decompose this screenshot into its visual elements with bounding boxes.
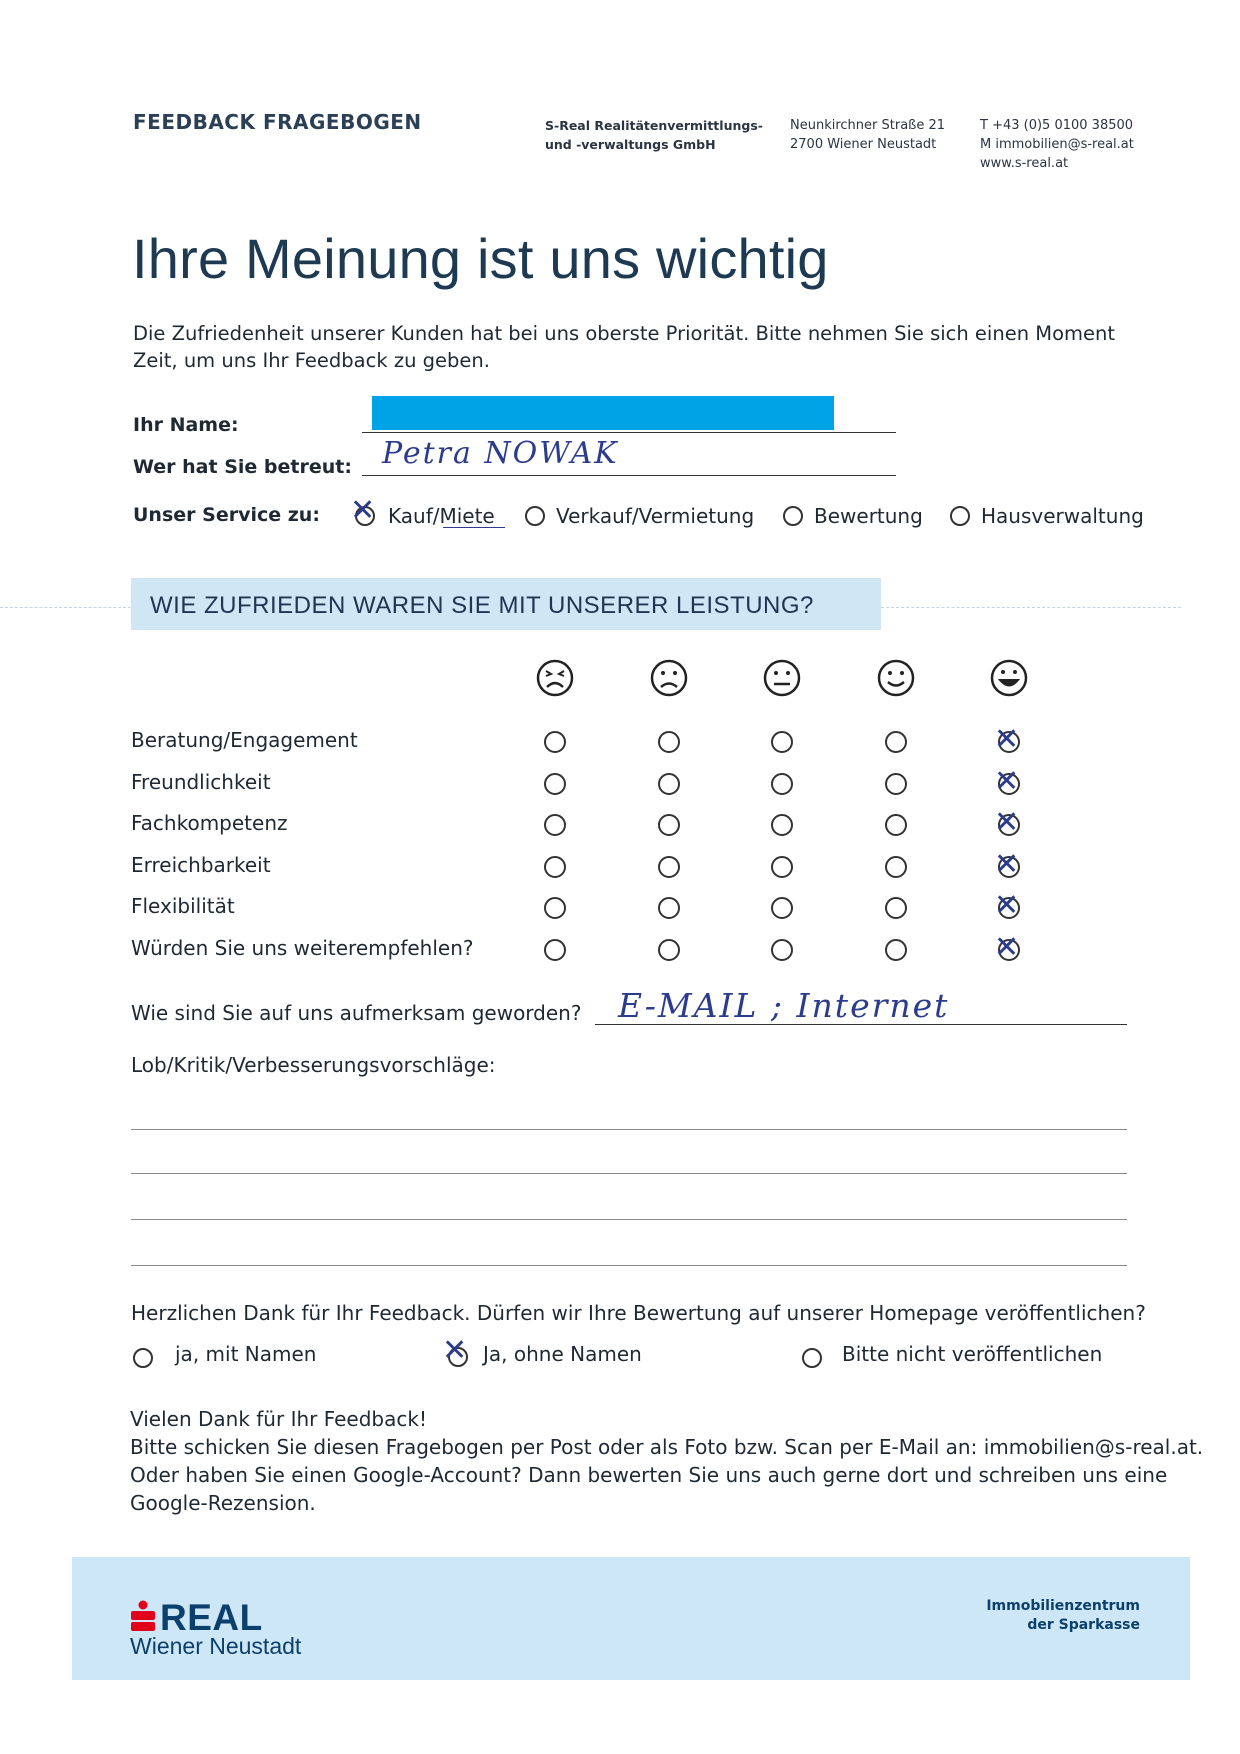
rating-radio[interactable] [885, 856, 907, 878]
comments-label: Lob/Kritik/Verbesserungsvorschläge: [131, 1053, 496, 1077]
rating-row-label: Fachkompetenz [131, 811, 288, 835]
closing-line-3: Oder haben Sie einen Google-Account? Dann bewerten Sie uns auch gerne dort und schreiben uns eine [130, 1463, 1168, 1487]
very-happy-face-icon [989, 658, 1029, 698]
service-radio-bewertung[interactable] [783, 506, 803, 526]
service-option-kauf-miete: Kauf/Miete [388, 504, 495, 528]
rating-radio[interactable] [771, 731, 793, 753]
name-label: Ihr Name: [133, 414, 239, 436]
address-line-2: 2700 Wiener Neustadt [790, 137, 937, 152]
rating-radio[interactable] [544, 939, 566, 961]
name-field-line[interactable] [362, 432, 896, 433]
page-title: Ihre Meinung ist uns wichtig [132, 227, 829, 290]
service-label: Unser Service zu: [133, 504, 320, 526]
rating-row-label: Flexibilität [131, 894, 235, 918]
intro-text: Die Zufriedenheit unserer Kunden hat bei uns oberste Priorität. Bitte nehmen Sie sich einen Moment Zeit, um uns Ihr Feedback zu geben. [133, 322, 1116, 372]
service-option-hausverwaltung: Hausverwaltung [981, 504, 1144, 528]
comment-line[interactable] [131, 1219, 1127, 1220]
rating-radio[interactable] [885, 814, 907, 836]
phone-number: T +43 (0)5 0100 38500 [980, 118, 1134, 133]
advisor-field-line[interactable] [362, 475, 896, 476]
closing-line-4: Google-Rezension. [130, 1491, 316, 1515]
rating-radio[interactable] [771, 773, 793, 795]
checkmark-x-icon: ✕ [994, 846, 1020, 882]
rating-row-label: Erreichbarkeit [131, 852, 271, 877]
rating-radio[interactable] [658, 814, 680, 836]
publish-question: Herzlichen Dank für Ihr Feedback. Dürfen wir Ihre Bewertung auf unserer Homepage veröffentlichen? [131, 1301, 1146, 1325]
rating-radio[interactable] [771, 814, 793, 836]
unhappy-face-icon [649, 658, 689, 698]
brand-logo-city: Wiener Neustadt [130, 1633, 302, 1659]
address-line-1: Neunkirchner Straße 21 [790, 118, 946, 133]
brand-logo-text: REAL [160, 1597, 263, 1638]
checkmark-x-icon: ✕ [994, 888, 1020, 923]
scan-artifact-right [881, 607, 1181, 608]
rating-radio[interactable] [544, 731, 566, 753]
redaction-bar [372, 396, 834, 430]
company-line-1: S-Real Realitätenvermittlungs- [545, 118, 763, 133]
advisor-label: Wer hat Sie betreut: [133, 456, 352, 478]
rating-radio[interactable] [658, 856, 680, 878]
checkmark-x-icon: ✕ [994, 929, 1020, 965]
miete-underline [443, 527, 505, 528]
rating-radio[interactable] [544, 814, 566, 836]
very-unhappy-face-icon [535, 658, 575, 698]
comment-line[interactable] [131, 1265, 1127, 1266]
scan-artifact-left [0, 607, 131, 608]
neutral-face-icon [762, 658, 802, 698]
service-option-bewertung: Bewertung [814, 504, 923, 528]
source-handwritten-answer: E-MAIL ; Internet [618, 986, 950, 1025]
rating-row-label: Beratung/Engagement [131, 728, 358, 752]
rating-radio[interactable] [544, 856, 566, 878]
company-address [790, 116, 945, 154]
tagline-line-1: Immobilienzentrum [986, 1598, 1140, 1614]
checkmark-x-icon: ✕ [994, 805, 1020, 840]
company-name [545, 116, 763, 154]
rating-radio[interactable] [658, 897, 680, 919]
footer-tagline [980, 1597, 1140, 1635]
source-question: Wie sind Sie auf uns aufmerksam geworden? [131, 1001, 582, 1025]
publish-option-no-publish: Bitte nicht veröffentlichen [842, 1342, 1103, 1366]
form-title: FEEDBACK FRAGEBOGEN [133, 110, 422, 134]
company-contact [980, 116, 1134, 173]
service-radio-verkauf[interactable] [525, 506, 545, 526]
publish-radio-no-publish[interactable] [802, 1348, 822, 1368]
checkmark-x-icon: ✕ [994, 763, 1020, 799]
closing-thanks: Vielen Dank für Ihr Feedback! [130, 1407, 427, 1431]
publish-option-with-name: ja, mit Namen [175, 1342, 317, 1366]
rating-radio[interactable] [658, 939, 680, 961]
service-radio-hausverwaltung[interactable] [950, 506, 970, 526]
closing-text [130, 1405, 1203, 1517]
happy-face-icon [876, 658, 916, 698]
rating-radio[interactable] [544, 773, 566, 795]
comment-line[interactable] [131, 1129, 1127, 1130]
tagline-line-2: der Sparkasse [1027, 1617, 1140, 1633]
comment-line[interactable] [131, 1173, 1127, 1174]
rating-radio[interactable] [885, 939, 907, 961]
rating-radio[interactable] [658, 773, 680, 795]
checkmark-x-icon: ✕ [350, 493, 376, 528]
advisor-handwritten-value: Petra NOWAK [382, 436, 619, 471]
checkmark-x-icon: ✕ [442, 1333, 468, 1368]
website: www.s-real.at [980, 156, 1069, 171]
sparkasse-logo-icon [130, 1600, 156, 1632]
email-address: M immobilien@s-real.at [980, 137, 1134, 152]
rating-row-label: Würden Sie uns weiterempfehlen? [131, 935, 474, 960]
rating-row-label: Freundlichkeit [131, 769, 271, 794]
rating-radio[interactable] [771, 939, 793, 961]
closing-line-2: Bitte schicken Sie diesen Fragebogen per Post oder als Foto bzw. Scan per E-Mail an: immobilien@s-real.at. [130, 1435, 1204, 1459]
rating-radio[interactable] [544, 897, 566, 919]
company-line-2: und -verwaltungs GmbH [545, 137, 716, 152]
publish-radio-with-name[interactable] [133, 1348, 153, 1368]
section-title: WIE ZUFRIEDEN WAREN SIE MIT UNSERER LEISTUNG? [150, 592, 814, 619]
checkmark-x-icon: ✕ [994, 722, 1020, 757]
service-option-verkauf: Verkauf/Vermietung [556, 504, 755, 528]
rating-radio[interactable] [885, 897, 907, 919]
rating-radio[interactable] [885, 731, 907, 753]
publish-option-without-name: Ja, ohne Namen [483, 1342, 642, 1366]
rating-radio[interactable] [771, 856, 793, 878]
rating-radio[interactable] [771, 897, 793, 919]
rating-radio[interactable] [658, 731, 680, 753]
rating-radio[interactable] [885, 773, 907, 795]
